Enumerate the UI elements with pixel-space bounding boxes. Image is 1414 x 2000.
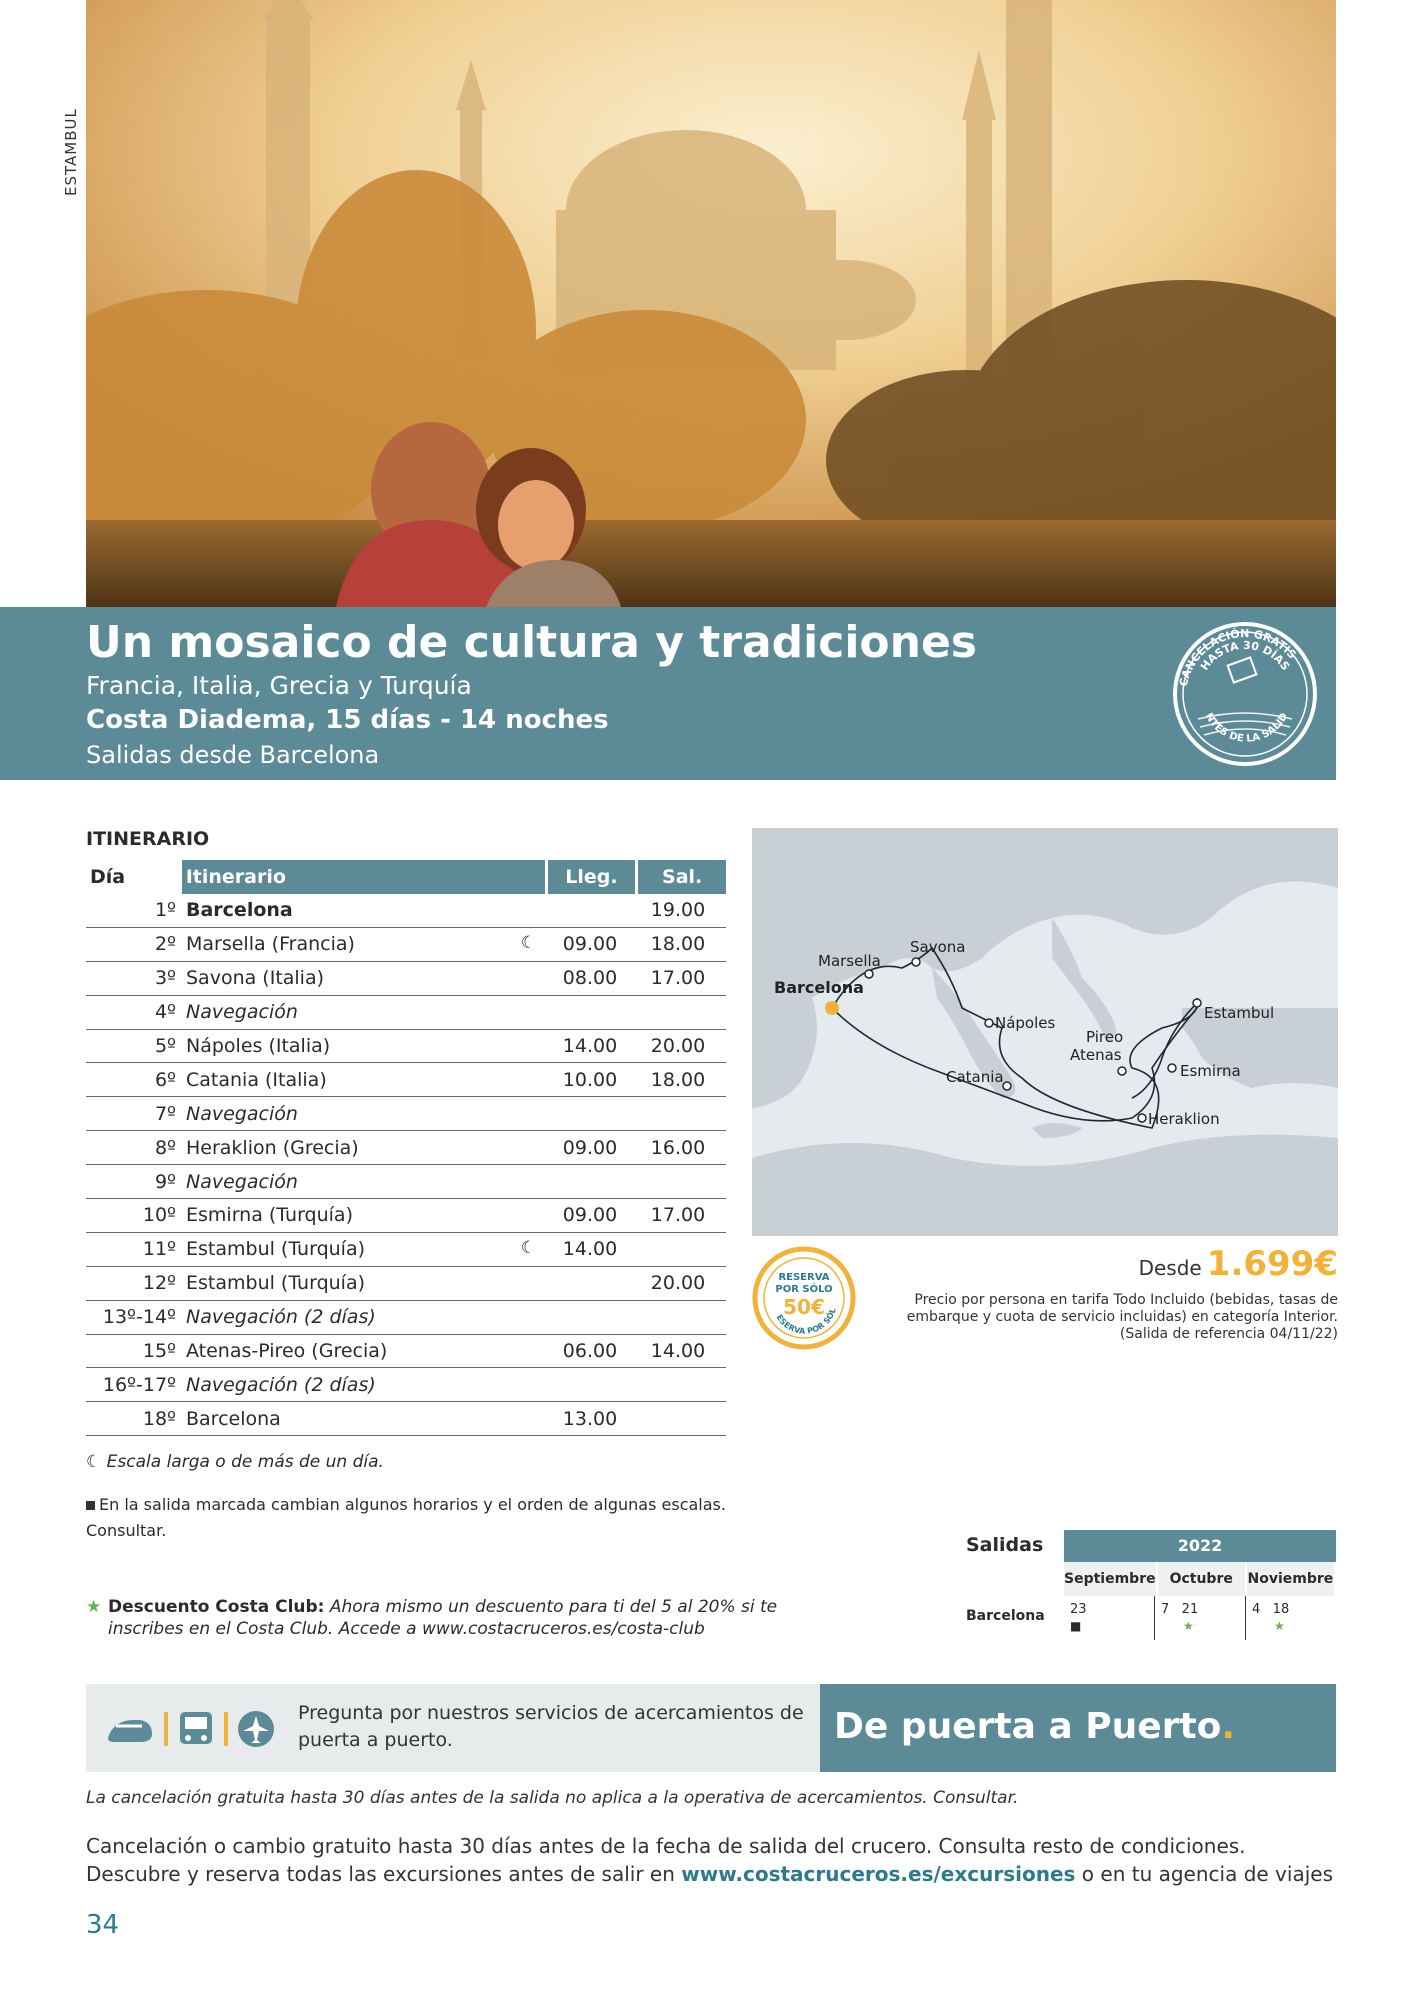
map-label-catania: Catania (946, 1068, 1004, 1086)
puerta-puerto-banner (820, 1684, 1336, 1772)
club-title: Descuento Costa Club: (108, 1597, 325, 1617)
row-day: 11º (142, 1238, 176, 1261)
itinerary-row (86, 1402, 726, 1436)
row-port-name: Estambul (Turquía) (186, 1272, 366, 1295)
itinerary-row (86, 1131, 726, 1165)
badge-top-text: HASTA 30 DÍAS (1197, 638, 1293, 673)
route-map (752, 828, 1338, 1236)
month-october: Octubre (1158, 1562, 1247, 1596)
cruise-ship-duration: Costa Diadema, 15 días - 14 noches (86, 705, 609, 735)
badge-middle-text: CANCELACIÓN GRATIS (1176, 627, 1299, 688)
map-label-atenas: Atenas (1070, 1046, 1122, 1064)
dates-november-text: 4 18 (1252, 1602, 1290, 1617)
row-day: 1º (154, 899, 176, 922)
row-arrival: 10.00 (562, 1068, 618, 1091)
row-port-name: Estambul (Turquía) (186, 1238, 366, 1261)
reserva-arc-text: ESERVA POR SÓL (774, 1307, 838, 1336)
cruise-countries: Francia, Italia, Grecia y Turquía (86, 671, 472, 700)
reserva-amount: 50€ (783, 1295, 825, 1319)
row-departure: 20.00 (650, 1272, 706, 1295)
header-departure: Sal. (638, 860, 726, 894)
transfer-text: Pregunta por nuestros servicios de acercamientos de puerta a puerto. (298, 1702, 804, 1751)
row-arrival: 14.00 (562, 1035, 618, 1057)
map-label-estambul: Estambul (1204, 1004, 1275, 1022)
star-icon: ★ (1274, 1619, 1285, 1633)
transfer-icons (106, 1704, 306, 1752)
square-note-text: En la salida marcada cambian algunos horarios y el orden de algunas escalas. Consultar. (86, 1495, 726, 1540)
map-label-savona: Savona (910, 938, 966, 956)
train-icon (108, 1720, 152, 1742)
square-icon (86, 1501, 95, 1510)
itinerary-row (86, 1335, 726, 1369)
itinerary-row (86, 1301, 726, 1335)
row-day: 12º (142, 1272, 176, 1295)
row-day: 18º (142, 1407, 176, 1430)
map-label-heraklion: Heraklion (1148, 1110, 1220, 1128)
row-day: 3º (154, 967, 176, 990)
row-day: 16º-17º (102, 1373, 176, 1396)
row-port-name: Barcelona (186, 899, 293, 922)
row-port (182, 1103, 546, 1125)
row-day: 13º-14º (102, 1306, 176, 1329)
title-banner (0, 607, 1336, 780)
salidas-table (1064, 1530, 1336, 1640)
salidas-months (1064, 1562, 1336, 1596)
map-label-napoles: Nápoles (995, 1014, 1056, 1032)
price-note: Precio por persona en tarifa Todo Incluido (bebidas, tasas de embarque y cuota de servicio incluidas) en categoría Interior. (Salida de referencia 04/11/22) (906, 1292, 1338, 1342)
row-port (182, 1306, 546, 1328)
salidas-label: Salidas (966, 1534, 1044, 1556)
header-day: Día (90, 866, 126, 888)
footer-line-1: Cancelación o cambio gratuito hasta 30 días antes de la fecha de salida del crucero. Consulta resto de condiciones. (86, 1834, 1246, 1858)
row-arrival: 08.00 (562, 967, 618, 990)
row-port-name: Catania (Italia) (186, 1068, 327, 1091)
slogan-text: De puerta a Puerto (834, 1706, 1222, 1747)
transfer-info-box (86, 1684, 820, 1772)
dates-october-text: 7 21 (1161, 1602, 1199, 1617)
row-port-name: Atenas-Pireo (Grecia) (186, 1340, 388, 1363)
itinerary-heading: ITINERARIO (86, 828, 210, 850)
dates-september-text: 23 (1070, 1602, 1087, 1617)
row-arrival: 09.00 (562, 933, 618, 956)
square-note (86, 1492, 726, 1544)
side-label: ESTAMBUL (62, 108, 80, 196)
itinerary-row (86, 928, 726, 962)
itinerary-table (86, 860, 726, 1436)
row-departure: 14.00 (650, 1340, 706, 1363)
cruise-departures: Salidas desde Barcelona (86, 741, 380, 769)
reserva-line1: RESERVA (778, 1272, 830, 1283)
footer-line-2 (86, 1862, 1333, 1886)
header-arrival: Lleg. (548, 860, 636, 894)
star-icon: ★ (86, 1597, 102, 1617)
row-arrival: 09.00 (562, 1136, 618, 1159)
itinerary-row (86, 1063, 726, 1097)
row-departure: 19.00 (650, 899, 706, 922)
moon-icon: ☾ (520, 933, 536, 954)
dates-september (1064, 1596, 1154, 1640)
row-day: 7º (154, 1102, 176, 1125)
itinerary-row (86, 1368, 726, 1402)
row-port (182, 1340, 546, 1362)
row-departure: 18.00 (650, 933, 706, 956)
excursions-link[interactable]: www.costacruceros.es/excursiones (681, 1862, 1076, 1886)
row-port (182, 1238, 546, 1260)
row-departure: 16.00 (650, 1136, 706, 1159)
row-port (182, 1204, 546, 1226)
cruise-title: Un mosaico de cultura y tradiciones (86, 617, 977, 668)
row-port-name: Nápoles (Italia) (186, 1035, 331, 1057)
row-port-name: Navegación (2 días) (186, 1373, 376, 1396)
puerta-puerto-slogan (834, 1706, 1235, 1747)
header-port: Itinerario (182, 860, 545, 894)
row-departure: 20.00 (650, 1035, 706, 1057)
row-departure: 18.00 (650, 1068, 706, 1091)
row-port-name: Marsella (Francia) (186, 933, 355, 956)
row-day: 9º (154, 1170, 176, 1193)
row-port (182, 967, 546, 989)
salidas-dates (1064, 1596, 1336, 1640)
costa-club-note (86, 1596, 786, 1640)
itinerary-row (86, 1233, 726, 1267)
month-november: Noviembre (1247, 1562, 1336, 1596)
map-label-marsella: Marsella (818, 952, 881, 970)
itinerary-row (86, 1199, 726, 1233)
row-port (182, 1137, 546, 1159)
itinerary-row (86, 996, 726, 1030)
row-port-name: Esmirna (Turquía) (186, 1204, 353, 1227)
club-text: Ahora mismo un descuento para ti del 5 al 20% si te inscribes en el Costa Club. Accede a www.costacruceros.es/costa-club (108, 1597, 778, 1639)
cancellation-note: La cancelación gratuita hasta 30 días antes de la salida no aplica a la operativa de acercamientos. Consultar. (86, 1788, 1019, 1808)
badge-bottom-text: NTES DE LA SALID (1202, 711, 1291, 745)
slogan-dot: . (1221, 1706, 1236, 1747)
itinerary-row (86, 1097, 726, 1131)
row-port-name: Navegación (186, 1170, 298, 1193)
itinerary-row (86, 1030, 726, 1064)
row-port (182, 1374, 546, 1396)
map-label-barcelona: Barcelona (774, 978, 864, 997)
row-port-name: Savona (Italia) (186, 967, 325, 990)
itinerary-row (86, 1165, 726, 1199)
square-icon: ■ (1070, 1619, 1082, 1633)
row-arrival: 14.00 (562, 1238, 618, 1261)
row-port (182, 1272, 546, 1294)
price-line (1100, 1244, 1338, 1284)
row-port (182, 1069, 546, 1091)
row-port (182, 933, 546, 955)
row-day: 2º (154, 933, 176, 956)
month-september: Septiembre (1064, 1562, 1158, 1596)
reserva-line2: POR SÓLO (775, 1284, 833, 1295)
row-port (182, 899, 546, 921)
row-port-name: Navegación (186, 1001, 298, 1024)
itinerary-row (86, 962, 726, 996)
row-port (182, 1035, 546, 1057)
itinerary-header-row (86, 860, 726, 894)
itinerary-row (86, 1267, 726, 1301)
dates-october (1154, 1596, 1245, 1640)
plane-icon (238, 1711, 274, 1747)
dates-november (1245, 1596, 1336, 1640)
moon-icon: ☾ (86, 1452, 102, 1472)
salidas-year: 2022 (1064, 1530, 1336, 1562)
price-from: Desde (1138, 1256, 1202, 1280)
moon-icon: ☾ (520, 1238, 536, 1259)
map-label-esmirna: Esmirna (1180, 1062, 1241, 1080)
row-arrival: 06.00 (562, 1340, 618, 1363)
salidas-port: Barcelona (966, 1608, 1045, 1624)
row-port (182, 1001, 546, 1023)
row-day: 6º (154, 1068, 176, 1091)
bus-icon (180, 1712, 212, 1744)
row-day: 10º (142, 1204, 176, 1227)
row-day: 8º (154, 1136, 176, 1159)
itinerary-rows (86, 894, 726, 1436)
row-port-name: Barcelona (186, 1407, 281, 1430)
footer-line-2-pre: Descubre y reserva todas las excursiones antes de salir en (86, 1862, 682, 1886)
row-day: 5º (154, 1035, 176, 1057)
row-day: 15º (142, 1340, 176, 1363)
row-arrival: 13.00 (562, 1407, 618, 1430)
moon-note-text: Escala larga o de más de un día. (106, 1452, 384, 1472)
moon-note (86, 1452, 384, 1472)
row-port-name: Heraklion (Grecia) (186, 1136, 359, 1159)
row-day: 4º (154, 1001, 176, 1024)
map-label-pireo: Pireo (1086, 1028, 1124, 1046)
hero-photo (86, 0, 1336, 607)
reserva-badge (752, 1246, 856, 1350)
row-port (182, 1408, 546, 1430)
page-number: 34 (86, 1910, 120, 1940)
row-departure: 17.00 (650, 967, 706, 990)
row-port-name: Navegación (186, 1102, 298, 1125)
row-arrival: 09.00 (562, 1204, 618, 1227)
row-port-name: Navegación (2 días) (186, 1306, 376, 1329)
row-departure: 17.00 (650, 1204, 706, 1227)
row-port (182, 1171, 546, 1193)
footer-line-2-post: o en tu agencia de viajes (1075, 1862, 1333, 1886)
star-icon: ★ (1183, 1619, 1194, 1633)
free-cancellation-badge (1170, 619, 1320, 769)
itinerary-row (86, 894, 726, 928)
price-amount: 1.699€ (1206, 1244, 1338, 1284)
